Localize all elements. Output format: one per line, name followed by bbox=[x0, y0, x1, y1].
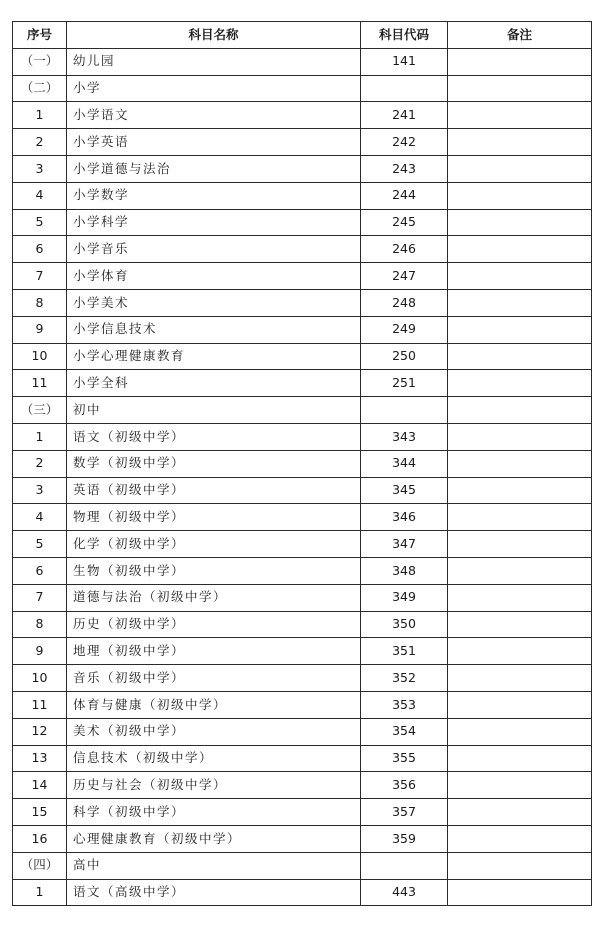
table-row bbox=[13, 155, 592, 182]
note-cell bbox=[448, 182, 592, 209]
subject-name-cell: 地理（初级中学） bbox=[67, 638, 361, 665]
subject-code-cell: 354 bbox=[361, 718, 448, 745]
subject-name-cell: 化学（初级中学） bbox=[67, 531, 361, 558]
subject-code-cell: 141 bbox=[361, 48, 448, 75]
subject-code-cell: 343 bbox=[361, 423, 448, 450]
subject-name-cell: 心理健康教育（初级中学） bbox=[67, 825, 361, 852]
subject-name-cell: 英语（初级中学） bbox=[67, 477, 361, 504]
subject-code-cell: 241 bbox=[361, 102, 448, 129]
subject-name-cell: 生物（初级中学） bbox=[67, 557, 361, 584]
table-row bbox=[13, 450, 592, 477]
note-cell bbox=[448, 102, 592, 129]
table-row bbox=[13, 584, 592, 611]
subject-code-cell bbox=[361, 852, 448, 879]
seq-cell: 13 bbox=[13, 745, 67, 772]
subject-code-cell: 351 bbox=[361, 638, 448, 665]
seq-cell: 8 bbox=[13, 611, 67, 638]
table-row bbox=[13, 718, 592, 745]
subject-name-cell: 初中 bbox=[67, 397, 361, 424]
subject-name-cell: 历史与社会（初级中学） bbox=[67, 772, 361, 799]
note-cell bbox=[448, 825, 592, 852]
table-row bbox=[13, 182, 592, 209]
seq-cell: 1 bbox=[13, 879, 67, 906]
table-row bbox=[13, 75, 592, 102]
subject-name-cell: 小学美术 bbox=[67, 289, 361, 316]
subject-code-cell: 443 bbox=[361, 879, 448, 906]
subject-code-cell: 344 bbox=[361, 450, 448, 477]
subject-name-cell: 小学音乐 bbox=[67, 236, 361, 263]
seq-cell: 6 bbox=[13, 557, 67, 584]
subject-name-cell: 美术（初级中学） bbox=[67, 718, 361, 745]
subject-code-cell: 355 bbox=[361, 745, 448, 772]
subject-name-cell: 道德与法治（初级中学） bbox=[67, 584, 361, 611]
table-row bbox=[13, 531, 592, 558]
note-cell bbox=[448, 772, 592, 799]
subject-code-cell: 244 bbox=[361, 182, 448, 209]
subject-name-cell: 体育与健康（初级中学） bbox=[67, 691, 361, 718]
table-row bbox=[13, 397, 592, 424]
subject-name-cell: 幼儿园 bbox=[67, 48, 361, 75]
subject-name-cell: 小学英语 bbox=[67, 129, 361, 156]
subject-code-cell: 348 bbox=[361, 557, 448, 584]
subject-name-cell: 高中 bbox=[67, 852, 361, 879]
subject-code-cell: 352 bbox=[361, 665, 448, 692]
note-cell bbox=[448, 879, 592, 906]
subject-name-cell: 语文（高级中学） bbox=[67, 879, 361, 906]
subject-code-cell: 359 bbox=[361, 825, 448, 852]
seq-cell: 8 bbox=[13, 289, 67, 316]
seq-cell: 11 bbox=[13, 691, 67, 718]
subject-name-cell: 小学语文 bbox=[67, 102, 361, 129]
subject-code-cell: 347 bbox=[361, 531, 448, 558]
table-row bbox=[13, 852, 592, 879]
note-cell bbox=[448, 48, 592, 75]
seq-cell: 4 bbox=[13, 504, 67, 531]
subject-code-cell: 249 bbox=[361, 316, 448, 343]
subject-name-cell: 小学 bbox=[67, 75, 361, 102]
table-row bbox=[13, 236, 592, 263]
seq-cell: 7 bbox=[13, 263, 67, 290]
table-row bbox=[13, 209, 592, 236]
note-cell bbox=[448, 155, 592, 182]
note-cell bbox=[448, 477, 592, 504]
table-row bbox=[13, 423, 592, 450]
seq-cell: 14 bbox=[13, 772, 67, 799]
subject-name-cell: 历史（初级中学） bbox=[67, 611, 361, 638]
seq-cell: （一） bbox=[13, 48, 67, 75]
subject-code-cell: 246 bbox=[361, 236, 448, 263]
seq-cell: （二） bbox=[13, 75, 67, 102]
subject-code-cell: 349 bbox=[361, 584, 448, 611]
note-cell bbox=[448, 450, 592, 477]
subject-name-cell: 物理（初级中学） bbox=[67, 504, 361, 531]
note-cell bbox=[448, 343, 592, 370]
seq-cell: 1 bbox=[13, 423, 67, 450]
seq-cell: 15 bbox=[13, 799, 67, 826]
subject-code-cell: 251 bbox=[361, 370, 448, 397]
table-row bbox=[13, 48, 592, 75]
table-row bbox=[13, 691, 592, 718]
seq-cell: 3 bbox=[13, 155, 67, 182]
header-note: 备注 bbox=[448, 22, 592, 49]
note-cell bbox=[448, 718, 592, 745]
table-row bbox=[13, 504, 592, 531]
seq-cell: 9 bbox=[13, 638, 67, 665]
subject-code-cell: 350 bbox=[361, 611, 448, 638]
seq-cell: 10 bbox=[13, 343, 67, 370]
note-cell bbox=[448, 129, 592, 156]
note-cell bbox=[448, 799, 592, 826]
seq-cell: 6 bbox=[13, 236, 67, 263]
subject-name-cell: 小学心理健康教育 bbox=[67, 343, 361, 370]
note-cell bbox=[448, 611, 592, 638]
seq-cell: 11 bbox=[13, 370, 67, 397]
subject-code-cell bbox=[361, 397, 448, 424]
table-row bbox=[13, 665, 592, 692]
seq-cell: 5 bbox=[13, 531, 67, 558]
table-row bbox=[13, 102, 592, 129]
seq-cell: 3 bbox=[13, 477, 67, 504]
subject-code-table bbox=[12, 21, 592, 906]
subject-name-cell: 科学（初级中学） bbox=[67, 799, 361, 826]
table-row bbox=[13, 263, 592, 290]
subject-name-cell: 音乐（初级中学） bbox=[67, 665, 361, 692]
seq-cell: 2 bbox=[13, 450, 67, 477]
table-row bbox=[13, 129, 592, 156]
table-body bbox=[13, 48, 592, 906]
subject-name-cell: 数学（初级中学） bbox=[67, 450, 361, 477]
seq-cell: 16 bbox=[13, 825, 67, 852]
subject-name-cell: 小学全科 bbox=[67, 370, 361, 397]
header-subject-name: 科目名称 bbox=[67, 22, 361, 49]
header-row bbox=[13, 22, 592, 49]
table-row bbox=[13, 370, 592, 397]
note-cell bbox=[448, 263, 592, 290]
header-seq: 序号 bbox=[13, 22, 67, 49]
subject-name-cell: 小学道德与法治 bbox=[67, 155, 361, 182]
subject-code-cell: 345 bbox=[361, 477, 448, 504]
table-row bbox=[13, 557, 592, 584]
header-subject-code: 科目代码 bbox=[361, 22, 448, 49]
subject-name-cell: 语文（初级中学） bbox=[67, 423, 361, 450]
subject-code-cell: 353 bbox=[361, 691, 448, 718]
seq-cell: 2 bbox=[13, 129, 67, 156]
note-cell bbox=[448, 397, 592, 424]
seq-cell: 10 bbox=[13, 665, 67, 692]
seq-cell: 12 bbox=[13, 718, 67, 745]
subject-code-cell bbox=[361, 75, 448, 102]
subject-code-cell: 357 bbox=[361, 799, 448, 826]
subject-code-cell: 242 bbox=[361, 129, 448, 156]
note-cell bbox=[448, 236, 592, 263]
subject-code-cell: 247 bbox=[361, 263, 448, 290]
table-row bbox=[13, 343, 592, 370]
subject-code-cell: 248 bbox=[361, 289, 448, 316]
note-cell bbox=[448, 316, 592, 343]
table-row bbox=[13, 745, 592, 772]
table-row bbox=[13, 879, 592, 906]
table-row bbox=[13, 316, 592, 343]
note-cell bbox=[448, 584, 592, 611]
subject-name-cell: 小学科学 bbox=[67, 209, 361, 236]
note-cell bbox=[448, 638, 592, 665]
note-cell bbox=[448, 531, 592, 558]
table-row bbox=[13, 289, 592, 316]
subject-name-cell: 小学数学 bbox=[67, 182, 361, 209]
note-cell bbox=[448, 557, 592, 584]
table-row bbox=[13, 477, 592, 504]
note-cell bbox=[448, 691, 592, 718]
subject-name-cell: 信息技术（初级中学） bbox=[67, 745, 361, 772]
subject-name-cell: 小学信息技术 bbox=[67, 316, 361, 343]
seq-cell: 4 bbox=[13, 182, 67, 209]
subject-code-cell: 243 bbox=[361, 155, 448, 182]
seq-cell: 5 bbox=[13, 209, 67, 236]
seq-cell: （四） bbox=[13, 852, 67, 879]
table-row bbox=[13, 611, 592, 638]
note-cell bbox=[448, 289, 592, 316]
subject-code-cell: 346 bbox=[361, 504, 448, 531]
note-cell bbox=[448, 852, 592, 879]
note-cell bbox=[448, 665, 592, 692]
note-cell bbox=[448, 423, 592, 450]
subject-code-cell: 250 bbox=[361, 343, 448, 370]
note-cell bbox=[448, 745, 592, 772]
note-cell bbox=[448, 370, 592, 397]
table-row bbox=[13, 638, 592, 665]
subject-code-cell: 356 bbox=[361, 772, 448, 799]
table-row bbox=[13, 772, 592, 799]
note-cell bbox=[448, 75, 592, 102]
subject-name-cell: 小学体育 bbox=[67, 263, 361, 290]
note-cell bbox=[448, 504, 592, 531]
table-row bbox=[13, 799, 592, 826]
table-row bbox=[13, 825, 592, 852]
seq-cell: 9 bbox=[13, 316, 67, 343]
subject-code-cell: 245 bbox=[361, 209, 448, 236]
seq-cell: （三） bbox=[13, 397, 67, 424]
seq-cell: 1 bbox=[13, 102, 67, 129]
note-cell bbox=[448, 209, 592, 236]
seq-cell: 7 bbox=[13, 584, 67, 611]
